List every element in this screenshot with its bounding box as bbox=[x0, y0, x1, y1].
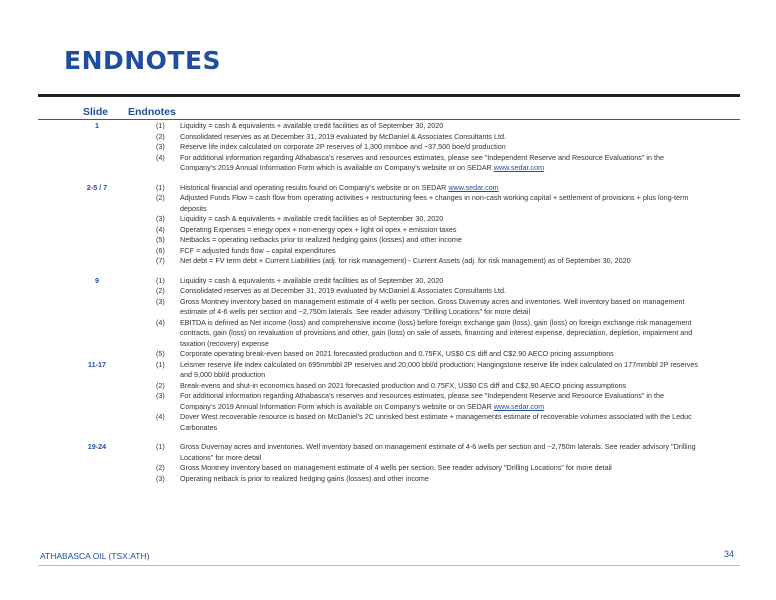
endnote-number: (3) bbox=[156, 473, 165, 483]
endnote-text bbox=[180, 474, 740, 485]
endnote-row bbox=[38, 297, 740, 318]
endnote-text-body: Leismer reserve life index calculated on 695mmbbl 2P reserves and 20,000 bbl/d production; Hangingstone reserve life index calculated on 177mmbbl 2P reserves and 9,000 bbl/d production bbox=[180, 359, 698, 379]
endnote-row bbox=[38, 391, 740, 412]
slide-label: 2-5 / 7 bbox=[86, 182, 108, 192]
endnote-group bbox=[38, 121, 740, 174]
endnote-text-body: Liquidity = cash & equivalents + available credit facilities as of September 30, 2020 bbox=[180, 121, 444, 130]
endnote-row bbox=[38, 142, 740, 153]
slide-label: 11-17 bbox=[88, 359, 106, 369]
endnote-row bbox=[38, 235, 740, 246]
endnote-row bbox=[38, 412, 740, 433]
slide-number bbox=[38, 225, 156, 236]
endnote-text bbox=[180, 256, 740, 267]
endnote-text bbox=[180, 360, 740, 381]
endnote-text-body: Adjusted Funds Flow = cash flow from operating activities + restructuring fees + changes in non-cash working capital + settlement of provisions + plus long-term deposits bbox=[180, 193, 689, 213]
endnote-row bbox=[38, 349, 740, 360]
endnote-number: (2) bbox=[156, 193, 165, 202]
slide-number bbox=[38, 318, 156, 350]
endnote-text-body: Break-evens and shut-in economics based on 2021 forecasted production and 0.75FX, US$0 CS diff and C$2.90 AECO pricing assumptions bbox=[180, 380, 627, 390]
endnote-number: (1) bbox=[156, 182, 165, 192]
footer-rule bbox=[38, 565, 740, 566]
slide-number bbox=[38, 381, 156, 392]
endnote-number: (6) bbox=[156, 245, 165, 255]
endnote-number: (2) bbox=[156, 286, 165, 295]
endnote-text-body: Gross Montney inventory based on management estimate of 4 wells per section. See reader advisory "Drilling Locations" for more detail bbox=[180, 463, 612, 472]
endnote-row bbox=[38, 225, 740, 236]
endnote-number: (4) bbox=[156, 152, 165, 162]
column-header-endnotes: Endnotes bbox=[128, 106, 176, 118]
slide-number bbox=[38, 391, 156, 412]
title-rule bbox=[38, 94, 740, 97]
endnote-text bbox=[180, 463, 740, 474]
page-number: 34 bbox=[723, 549, 734, 559]
endnote-text-body: For additional information regarding Athabasca’s reserves and resources estimates, please see "Independent Reserve and Resource Evaluations" in the Company’s 2019 Annual Information Form which is available on Company’s website or on SEDAR bbox=[180, 152, 665, 172]
endnote-text-body: Netbacks = operating netbacks prior to realized hedging gains (losses) and other income bbox=[180, 235, 462, 244]
endnote-text bbox=[180, 193, 740, 214]
endnote-row bbox=[38, 463, 740, 474]
endnote-group bbox=[38, 360, 740, 434]
endnote-text bbox=[180, 349, 740, 360]
endnote-text bbox=[180, 391, 740, 412]
header-rule bbox=[38, 119, 740, 120]
endnote-text bbox=[180, 286, 740, 297]
endnote-text bbox=[180, 235, 740, 246]
endnote-text-body: FCF = adjusted funds flow – capital expenditures bbox=[180, 245, 336, 255]
endnote-row bbox=[38, 183, 740, 194]
endnote-row bbox=[38, 474, 740, 485]
endnote-text bbox=[180, 153, 740, 174]
endnote-number: (2) bbox=[156, 131, 165, 141]
endnote-group bbox=[38, 442, 740, 484]
column-header-slide: Slide bbox=[83, 106, 109, 118]
endnote-number: (3) bbox=[156, 142, 165, 151]
slide-number bbox=[38, 442, 156, 463]
endnote-text-body: Liquidity = cash & equivalents + available credit facilities as of September 30, 2020 bbox=[180, 214, 444, 223]
slide-number bbox=[38, 276, 156, 287]
slide-number bbox=[38, 256, 156, 267]
endnote-row bbox=[38, 153, 740, 174]
endnote-text bbox=[180, 412, 740, 433]
endnote-number: (2) bbox=[156, 463, 165, 472]
endnote-row bbox=[38, 286, 740, 297]
endnote-row bbox=[38, 442, 740, 463]
endnote-text-body: Gross Duvernay acres and inventories. Well inventory based on management estimate of 4-6 wells per section and ~2,750m laterals. See reader advisory "Drilling Locations" for more detail bbox=[180, 442, 696, 462]
endnote-text-body: Consolidated reserves as at December 31, 2019 evaluated by McDaniel & Associates Consultants Ltd. bbox=[180, 131, 507, 141]
endnote-text bbox=[180, 442, 740, 463]
slide-number bbox=[38, 193, 156, 214]
slide-number bbox=[38, 463, 156, 474]
endnote-row bbox=[38, 246, 740, 257]
endnote-text-body: Operating Expenses = enegy opex + non-energy opex + light oil opex + emission taxes bbox=[180, 224, 457, 234]
slide-number bbox=[38, 474, 156, 485]
slide-label: 1 bbox=[95, 121, 99, 130]
endnote-text-body: Dover West recoverable resource is based on McDaniel’s 2C unrisked best estimate + managements estimate of recoverable volumes associated with the Leduc Carbonates bbox=[180, 412, 692, 432]
slide-number bbox=[38, 349, 156, 360]
endnotes-table bbox=[38, 121, 740, 484]
endnote-text-body: Operating netback is prior to realized hedging gains (losses) and other income bbox=[180, 473, 429, 483]
slide-label: 19-24 bbox=[87, 442, 107, 451]
endnote-row bbox=[38, 276, 740, 287]
endnote-text-body: Reserve life index calculated on corporate 2P reserves of 1,300 mmboe and ~37,500 boe/d production bbox=[180, 142, 506, 151]
endnote-row bbox=[38, 381, 740, 392]
endnote-text bbox=[180, 297, 740, 318]
endnote-text-body: Net debt = FV term debt + Current Liabilities (adj. for risk management) - Current Assets (adj. for risk management) as of September 30, 2020 bbox=[180, 256, 631, 265]
slide-number bbox=[38, 235, 156, 246]
endnote-text bbox=[180, 225, 740, 236]
endnote-text-body: Consolidated reserves as at December 31, 2019 evaluated by McDaniel & Associates Consultants Ltd. bbox=[180, 286, 507, 295]
sedar-link[interactable]: www.sedar.com bbox=[493, 401, 545, 411]
slide-number bbox=[38, 246, 156, 257]
slide-number bbox=[38, 183, 156, 194]
sedar-link[interactable]: www.sedar.com bbox=[493, 163, 545, 172]
slide-number bbox=[38, 297, 156, 318]
footer-company: ATHABASCA OIL (TSX:ATH) bbox=[40, 551, 150, 561]
endnote-number: (1) bbox=[156, 121, 165, 130]
slide-number bbox=[38, 121, 156, 132]
endnote-number: (4) bbox=[156, 224, 165, 234]
endnote-row bbox=[38, 214, 740, 225]
endnote-text bbox=[180, 132, 740, 143]
endnote-row bbox=[38, 360, 740, 381]
slide-label: 9 bbox=[95, 275, 99, 285]
slide-number bbox=[38, 132, 156, 143]
endnote-number: (4) bbox=[156, 317, 165, 327]
endnote-number: (3) bbox=[156, 391, 165, 400]
page-title: ENDNOTES bbox=[64, 46, 222, 75]
endnote-row bbox=[38, 193, 740, 214]
slide-number bbox=[38, 153, 156, 174]
endnote-text bbox=[180, 276, 740, 287]
slide-number bbox=[38, 214, 156, 225]
endnote-group bbox=[38, 183, 740, 267]
endnote-text-body: Corporate operating break-even based on 2021 forecasted production and 0.75FX, US$0 CS diff and C$2.90 AECO pricing assumptions bbox=[180, 349, 614, 358]
endnote-text-body: Liquidity = cash & equivalents + available credit facilities as of September 30, 2020 bbox=[180, 275, 444, 285]
endnote-text-body: EBITDA is defined as Net income (loss) and comprehensive income (loss) before foreign exchange gain (loss), gain (loss) on foreign exchange risk management contracts, gain (loss) on revaluation of provisions and other, gain (loss) on sale of assets, financing and interest expense, depreciation, depletion, impairment and taxation (recovery) expense bbox=[180, 317, 693, 348]
endnote-number: (1) bbox=[156, 442, 165, 451]
endnote-number: (2) bbox=[156, 380, 165, 390]
endnote-text-body: Historical financial and operating results found on Company’s website or on SEDAR bbox=[180, 182, 449, 192]
endnote-number: (3) bbox=[156, 296, 165, 306]
endnote-text bbox=[180, 121, 740, 132]
endnote-text bbox=[180, 318, 740, 350]
endnote-text bbox=[180, 183, 740, 194]
endnote-number: (1) bbox=[156, 275, 165, 285]
endnote-row bbox=[38, 132, 740, 143]
endnote-number: (5) bbox=[156, 235, 165, 244]
endnote-text bbox=[180, 142, 740, 153]
endnote-group bbox=[38, 276, 740, 360]
endnote-number: (4) bbox=[156, 412, 165, 421]
endnote-number: (5) bbox=[156, 349, 165, 358]
endnote-text-body: For additional information regarding Athabasca’s reserves and resources estimates, please see "Independent Reserve and Resource Evaluations" in the Company’s 2019 Annual Information Form which is available on Company’s website or on SEDAR bbox=[180, 391, 665, 411]
endnote-row bbox=[38, 318, 740, 350]
endnote-text bbox=[180, 381, 740, 392]
endnote-text bbox=[180, 246, 740, 257]
slide-number bbox=[38, 286, 156, 297]
slide-number bbox=[38, 412, 156, 433]
endnote-number: (7) bbox=[156, 256, 165, 265]
endnote-row bbox=[38, 121, 740, 132]
slide-number bbox=[38, 360, 156, 381]
endnote-text-body: Gross Montney inventory based on management estimate of 4 wells per section. Gross Duvernay acres and inventories. Well inventory based on management estimate of 4-6 wells per section and ~2,750m laterals. See reader advisory "Drilling Locations" for more detail bbox=[180, 296, 685, 316]
endnote-text bbox=[180, 214, 740, 225]
endnote-row bbox=[38, 256, 740, 267]
endnote-number: (1) bbox=[156, 359, 165, 369]
endnote-number: (3) bbox=[156, 214, 165, 223]
sedar-link[interactable]: www.sedar.com bbox=[448, 182, 499, 192]
slide-number bbox=[38, 142, 156, 153]
